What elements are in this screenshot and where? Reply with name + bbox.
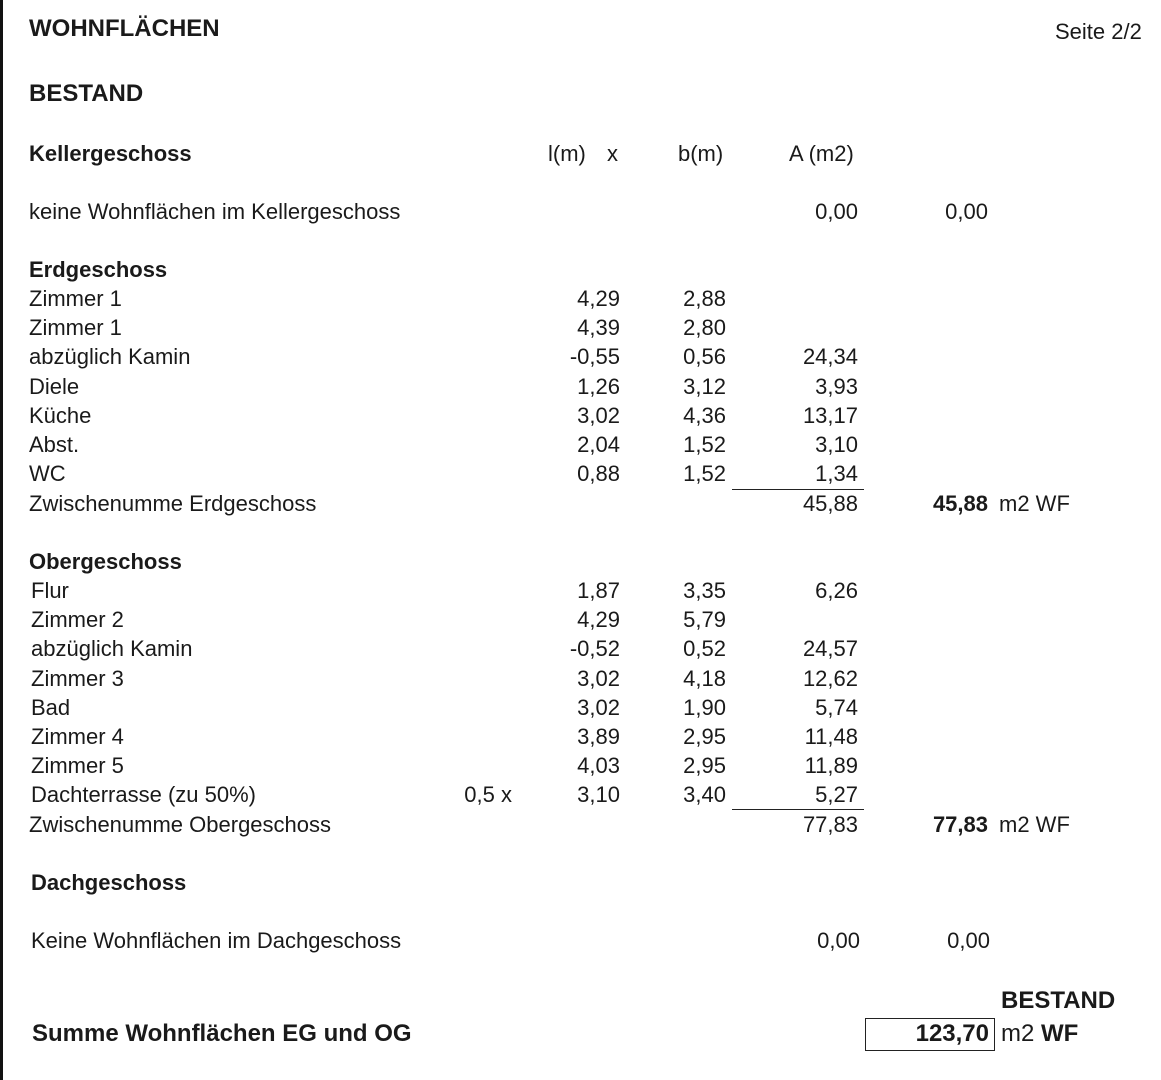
erdgeschoss-total: 45,88 <box>932 491 988 516</box>
room-width: 1,90 <box>683 694 726 720</box>
room-area: 6,26 <box>815 578 858 603</box>
room-name: Zimmer 5 <box>31 753 124 779</box>
col-header-times: x <box>607 141 618 166</box>
document-title: WOHNFLÄCHEN <box>29 15 220 42</box>
kellergeschoss-heading: Kellergeschoss <box>29 141 192 166</box>
room-width: 5,79 <box>683 607 726 633</box>
room-factor: 0,5 x <box>464 782 512 808</box>
room-length: 1,87 <box>577 578 620 603</box>
col-header-area: A (m2) <box>789 141 854 166</box>
col-header-width: b(m) <box>678 141 724 166</box>
room-length: 4,29 <box>577 607 620 633</box>
room-length: 2,04 <box>577 432 620 457</box>
room-length: 1,26 <box>577 373 620 399</box>
room-width: 1,52 <box>683 461 726 487</box>
room-name: WC <box>29 461 66 487</box>
room-length: 3,89 <box>577 724 620 749</box>
room-area: 12,62 <box>802 665 858 691</box>
room-name: Dachterrasse (zu 50%) <box>31 782 256 808</box>
obergeschoss-total: 77,83 <box>932 812 988 837</box>
obergeschoss-sum-line <box>732 809 864 810</box>
room-name: Zimmer 4 <box>31 724 124 749</box>
room-name: Zimmer 1 <box>29 315 122 341</box>
erdgeschoss-unit: m2 WF <box>999 491 1070 516</box>
room-length: 3,02 <box>577 694 620 720</box>
room-area: 13,17 <box>802 402 858 428</box>
summary-unit-wf: WF <box>1041 1020 1079 1047</box>
room-width: 3,12 <box>683 373 726 399</box>
room-width: 3,40 <box>683 782 726 808</box>
room-name: abzüglich Kamin <box>29 344 191 370</box>
summary-unit-m2: m2 <box>1001 1020 1035 1047</box>
page-number: Seite 2/2 <box>1055 19 1142 44</box>
room-length: -0,55 <box>569 344 620 370</box>
room-width: 4,18 <box>683 665 726 691</box>
erdgeschoss-subtotal-label: Zwischenumme Erdgeschoss <box>29 491 317 516</box>
dachgeschoss-note: Keine Wohnflächen im Dachgeschoss <box>31 928 402 953</box>
room-length: 4,03 <box>577 753 620 779</box>
summary-unit <box>1001 1022 1078 1046</box>
erdgeschoss-sum-line <box>732 489 864 490</box>
obergeschoss-heading: Obergeschoss <box>29 549 182 574</box>
room-width: 2,88 <box>683 286 726 311</box>
room-width: 0,56 <box>683 344 726 370</box>
room-name: Zimmer 3 <box>31 665 124 691</box>
room-name: Diele <box>29 373 80 399</box>
room-area: 24,34 <box>802 344 858 370</box>
room-width: 2,95 <box>683 753 726 779</box>
room-name: Zimmer 2 <box>31 607 124 633</box>
col-header-length: l(m) <box>548 141 586 166</box>
room-name: abzüglich Kamin <box>31 636 193 662</box>
room-length: -0,52 <box>569 636 620 662</box>
room-width: 1,52 <box>683 432 726 457</box>
room-name: Flur <box>31 578 69 603</box>
room-name: Bad <box>31 694 71 720</box>
room-length: 4,39 <box>577 315 620 341</box>
room-length: 3,02 <box>577 402 620 428</box>
obergeschoss-subtotal: 77,83 <box>802 812 858 837</box>
room-area: 5,27 <box>815 782 858 808</box>
room-length: 3,10 <box>577 782 620 808</box>
kellergeschoss-area: 0,00 <box>815 199 858 224</box>
room-width: 4,36 <box>683 402 726 428</box>
dachgeschoss-total: 0,00 <box>947 928 990 953</box>
room-area: 3,93 <box>815 373 858 399</box>
room-length: 0,88 <box>577 461 620 487</box>
kellergeschoss-note: keine Wohnflächen im Kellergeschoss <box>29 199 401 224</box>
page-left-edge <box>0 0 3 1080</box>
erdgeschoss-heading: Erdgeschoss <box>29 257 168 282</box>
room-width: 2,95 <box>683 724 726 749</box>
section-title: BESTAND <box>29 80 144 107</box>
room-name: Abst. <box>29 432 80 457</box>
room-area: 11,89 <box>804 753 858 779</box>
room-area: 1,34 <box>815 461 858 487</box>
room-length: 3,02 <box>577 665 620 691</box>
room-area: 11,48 <box>804 724 858 749</box>
dachgeschoss-area: 0,00 <box>817 928 860 953</box>
room-length: 4,29 <box>577 286 620 311</box>
room-width: 2,80 <box>683 315 726 341</box>
room-area: 24,57 <box>802 636 858 662</box>
dachgeschoss-heading: Dachgeschoss <box>31 870 187 895</box>
kellergeschoss-total: 0,00 <box>945 199 988 224</box>
room-width: 0,52 <box>683 636 726 662</box>
room-area: 3,10 <box>815 432 858 457</box>
obergeschoss-unit: m2 WF <box>999 812 1070 837</box>
room-width: 3,35 <box>683 578 726 603</box>
summary-label: Summe Wohnflächen EG und OG <box>32 1020 412 1047</box>
room-name: Zimmer 1 <box>29 286 122 311</box>
room-area: 5,74 <box>815 694 858 720</box>
summary-caption: BESTAND <box>1001 987 1116 1014</box>
summary-total-value: 123,70 <box>915 1020 989 1047</box>
obergeschoss-subtotal-label: Zwischenumme Obergeschoss <box>29 812 332 837</box>
erdgeschoss-subtotal: 45,88 <box>802 491 858 516</box>
room-name: Küche <box>29 402 92 428</box>
